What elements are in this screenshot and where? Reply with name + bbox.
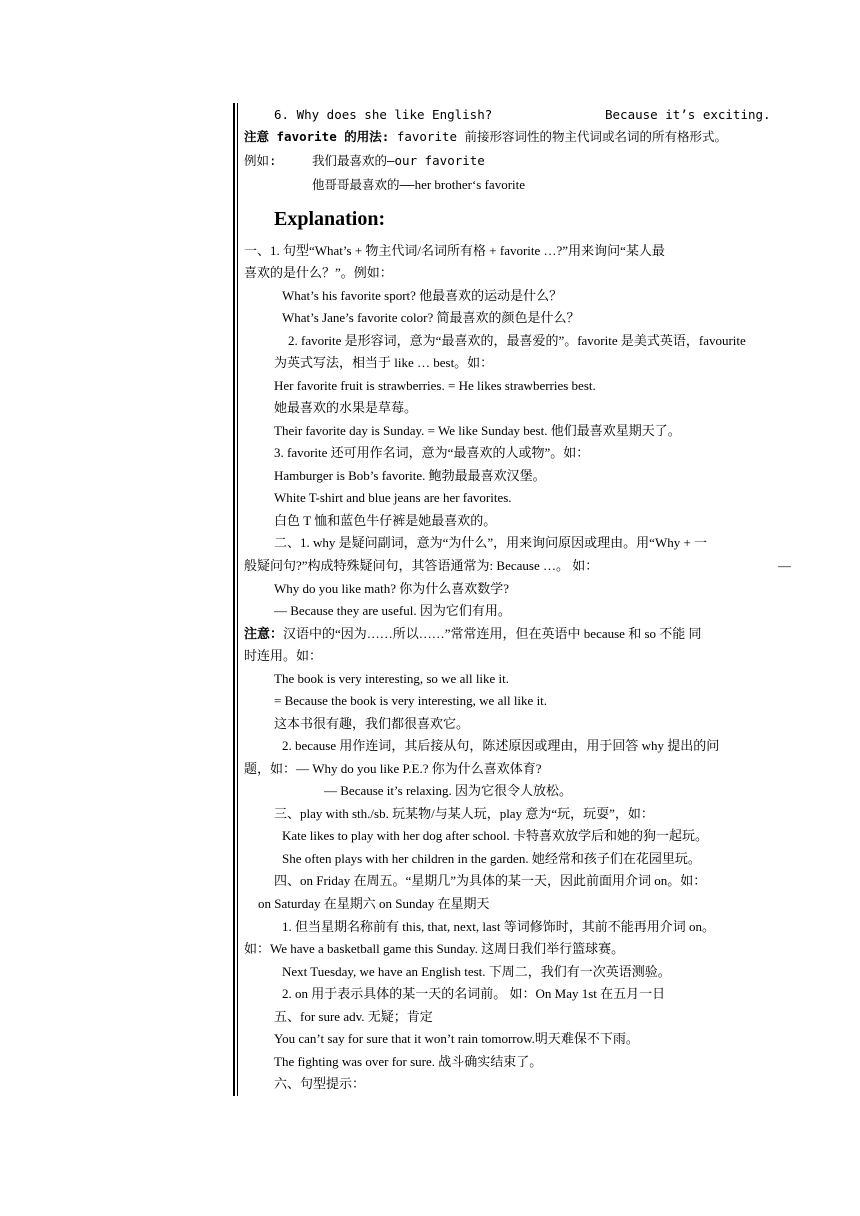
example-answer: Because it’s exciting. — [605, 107, 771, 122]
para-21: 2. because 用作连词，其后接从句，陈述原因或理由，用于回答 why 提出的问 — [282, 738, 720, 753]
left-margin-bar — [233, 103, 235, 1096]
para-16: 注意：汉语中的“因为……所以……”常常连用，但在英语中 because 和 so 不能 同 — [244, 626, 702, 641]
para-29: 1. 但当星期名称前有 this, that, next, last 等词修饰时，其前不能再用介词 on。 — [282, 919, 715, 934]
usage-note-text: favorite 前接形容词性的物主代词或名词的所有格形式。 — [389, 129, 728, 144]
para-2: What’s his favorite sport? 他最喜欢的运动是什么？ — [282, 288, 563, 303]
note-label: 注意： — [244, 626, 284, 641]
para-23: — Because it’s relaxing. 因为它很令人放松。 — [324, 783, 573, 798]
para-1b: 喜欢的是什么？”。例如： — [244, 265, 393, 280]
para-13b: 般疑问句?”构成特殊疑问句，其答语通常为: Because …。 如： — [244, 558, 599, 573]
usage-note — [244, 128, 727, 146]
para-24: 三、play with sth./sb. 玩某物/与某人玩，play 意为“玩，玩耍”，如： — [274, 806, 654, 821]
para-7: 她最喜欢的水果是草莓。 — [274, 400, 418, 415]
para-9: 3. favorite 还可用作名词，意为“最喜欢的人或物”。如： — [274, 445, 590, 460]
section-heading: Explanation: — [274, 208, 386, 230]
para-31: Next Tuesday, we have an English test. 下周二，我们有一次英语测验。 — [282, 964, 671, 979]
para-8: Their favorite day is Sunday. = We like Sunday best. 他们最喜欢星期天了。 — [274, 423, 681, 438]
para-22: 题，如：— Why do you like P.E.? 你为什么喜欢体育? — [244, 761, 542, 776]
para-19: = Because the book is very interesting, we all like it. — [274, 693, 548, 708]
example-brother-favorite: 他哥哥最喜欢的——her brother‘s favorite — [312, 177, 526, 192]
para-27: 四、on Friday 在周五。“星期几”为具体的某一天，因此前面用介词 on。如： — [274, 873, 707, 888]
para-5: 为英式写法，相当于 like … best。如： — [274, 355, 494, 370]
para-28: on Saturday 在星期六 on Sunday 在星期天 — [258, 896, 490, 911]
para-30: 如：We have a basketball game this Sunday. 这周日我们举行篮球赛。 — [244, 941, 625, 956]
left-margin-bar-thin — [237, 103, 238, 1096]
para-6: Her favorite fruit is strawberries. = He likes strawberries best. — [274, 378, 596, 393]
para-32: 2. on 用于表示具体的某一天的名词前。 如：On May 1st 在五月一日 — [282, 986, 666, 1001]
example-label: 例如: — [244, 153, 277, 168]
para-3: What’s Jane’s favorite color? 简最喜欢的颜色是什么？ — [282, 310, 580, 325]
para-35: The fighting was over for sure. 战斗确实结束了。 — [274, 1054, 543, 1069]
para-10: Hamburger is Bob’s favorite. 鲍勃最最喜欢汉堡。 — [274, 468, 546, 483]
para-17: 时连用。如： — [244, 648, 323, 663]
para-14: Why do you like math? 你为什么喜欢数学? — [274, 581, 510, 596]
para-13a: 二、1. why 是疑问副词，意为“为什么”，用来询问原因或理由。用“Why + 一 — [274, 535, 708, 550]
usage-note-label: 注意 favorite 的用法: — [244, 129, 390, 144]
para-18: The book is very interesting, so we all like it. — [274, 671, 510, 686]
example-our-favorite: 我们最喜欢的—our favorite — [312, 153, 485, 168]
para-11: White T-shirt and blue jeans are her favorites. — [274, 490, 512, 505]
para-36: 六、句型提示： — [274, 1076, 366, 1091]
para-26: She often plays with her children in the garden. 她经常和孩子们在花园里玩。 — [282, 851, 701, 866]
para-33: 五、for sure adv. 无疑；肯定 — [274, 1009, 433, 1024]
para-34: You can’t say for sure that it won’t rain tomorrow.明天难保不下雨。 — [274, 1031, 639, 1046]
para-4: 2. favorite 是形容词，意为“最喜欢的，最喜爱的”。favorite 是美式英语，favourite — [288, 333, 746, 348]
para-13c: — — [778, 558, 791, 573]
para-1a: 一、1. 句型“What’s + 物主代词/名词所有格 + favorite …?”用来询问“某人最 — [244, 243, 665, 258]
para-15: — Because they are useful. 因为它们有用。 — [274, 603, 511, 618]
para-20: 这本书很有趣，我们都很喜欢它。 — [274, 716, 470, 731]
para-12: 白色 T 恤和蓝色牛仔裤是她最喜欢的。 — [274, 513, 497, 528]
para-25: Kate likes to play with her dog after school. 卡特喜欢放学后和她的狗一起玩。 — [282, 828, 709, 843]
example-question: 6. Why does she like English? — [274, 107, 493, 122]
